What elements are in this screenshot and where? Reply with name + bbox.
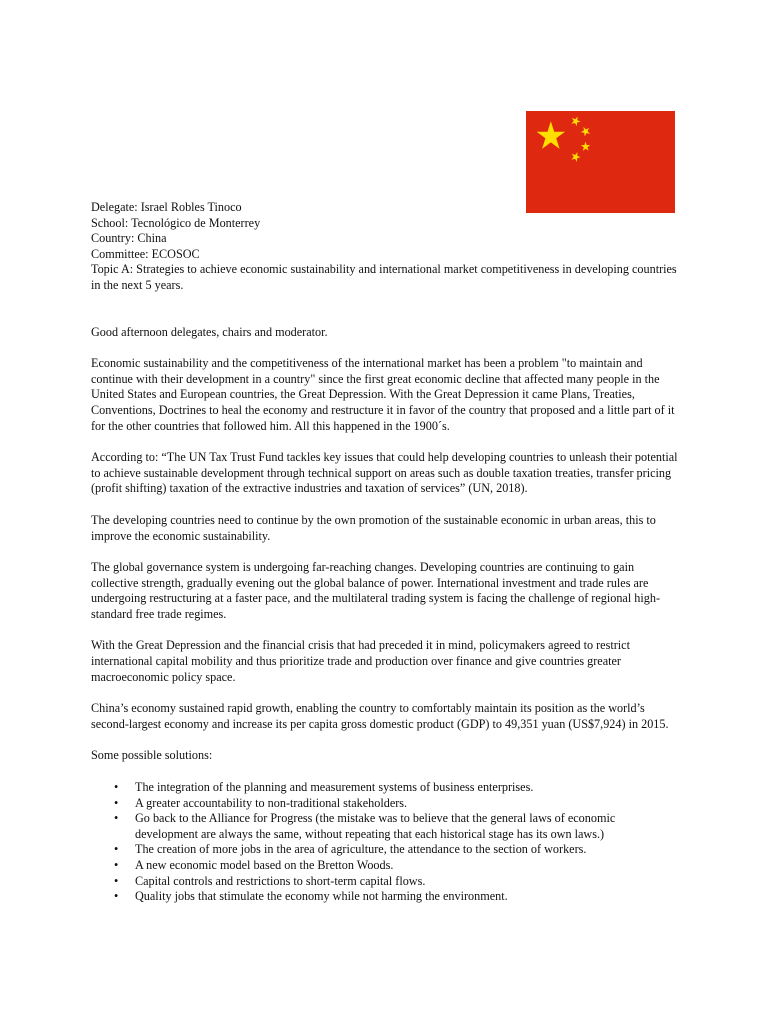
bullet-marker: •: [114, 842, 119, 857]
list-item-text: The integration of the planning and measurement systems of business enterprises.: [135, 780, 534, 795]
list-item-text: Go back to the Alliance for Progress (the mistake was to believe that the general laws of economic development are always the same, without repeating that each historical stage has its own laws.): [135, 811, 616, 841]
list-item: [91, 811, 681, 842]
list-item: [91, 796, 681, 812]
paragraph-global-governance: The global governance system is undergoing far-reaching changes. Developing countries are continuing to gain collective strength, gradually evening out the global balance of power. International investment and trade rules are undergoing restructuring at a faster pace, and the multilateral trading system is facing the challenge of regional high-standard free trade regimes.: [91, 560, 661, 621]
paragraph-solutions-intro: Some possible solutions:: [91, 748, 213, 763]
paragraph-economic-sustainability: Economic sustainability and the competitiveness of the international market has been a problem "to maintain and continue with their development in a country" since the first great economic decline that affected many people in the United States and European countries, the Great Depression. With the Great Depression it came Plans, Treaties, Conventions, Doctrines to heal the economy and restructure it in favor of the country that proposed and a little part of it for the other countries that followed him. All this happened in the 1900´s.: [91, 356, 675, 433]
paragraph-un-tax-trust-fund: According to: “The UN Tax Trust Fund tackles key issues that could help developing countries to unleash their potential to achieve sustainable development through technical support on areas such as double taxation treaties, transfer pricing (profit shifting) taxation of the extractive industries and taxation of services” (UN, 2018).: [91, 450, 678, 496]
list-item: [91, 842, 681, 858]
country-line: Country: China: [91, 231, 167, 246]
list-item-text: Quality jobs that stimulate the economy while not harming the environment.: [135, 889, 508, 904]
delegate-line: Delegate: Israel Robles Tinoco: [91, 200, 242, 214]
list-item-text: The creation of more jobs in the area of agriculture, the attendance to the section of workers.: [135, 842, 587, 857]
greeting-paragraph: Good afternoon delegates, chairs and moderator.: [91, 324, 328, 339]
flag-field: [526, 111, 675, 213]
solutions-list: [91, 780, 681, 905]
paragraph-china-economy: China’s economy sustained rapid growth, enabling the country to comfortably maintain its position as the world’s second-largest economy and increase its per capita gross domestic product (GDP) to 49,351 yuan (US$7,924) in 2015.: [91, 701, 669, 731]
list-item: [91, 874, 681, 890]
list-item: [91, 889, 681, 905]
bullet-marker: •: [114, 795, 119, 810]
document-content: [91, 200, 681, 905]
list-item-text: Capital controls and restrictions to short-term capital flows.: [135, 873, 426, 888]
topic-line: Topic A: Strategies to achieve economic sustainability and international market competitiveness in developing countries in the next 5 years.: [91, 262, 677, 292]
bullet-marker: •: [114, 780, 119, 795]
bullet-marker: •: [114, 811, 119, 826]
list-item: [91, 780, 681, 796]
bullet-marker: •: [114, 889, 119, 904]
bullet-marker: •: [114, 873, 119, 888]
delegate-info: [91, 200, 681, 294]
bullet-marker: •: [114, 858, 119, 872]
list-item-text: A greater accountability to non-traditional stakeholders.: [135, 795, 408, 810]
committee-line: Committee: ECOSOC: [91, 246, 200, 261]
paragraph-capital-mobility: With the Great Depression and the financial crisis that had preceded it in mind, policymakers agreed to restrict international capital mobility and thus prioritize trade and production over finance and give countries greater macroeconomic policy space.: [91, 638, 630, 684]
list-item-text: A new economic model based on the Bretton Woods.: [135, 858, 394, 872]
china-flag-image: [526, 111, 675, 213]
paragraph-developing-countries: The developing countries need to continue by the own promotion of the sustainable economic in urban areas, this to improve the economic sustainability.: [91, 512, 656, 543]
school-line: School: Tecnológico de Monterrey: [91, 215, 261, 230]
list-item: [91, 858, 681, 874]
